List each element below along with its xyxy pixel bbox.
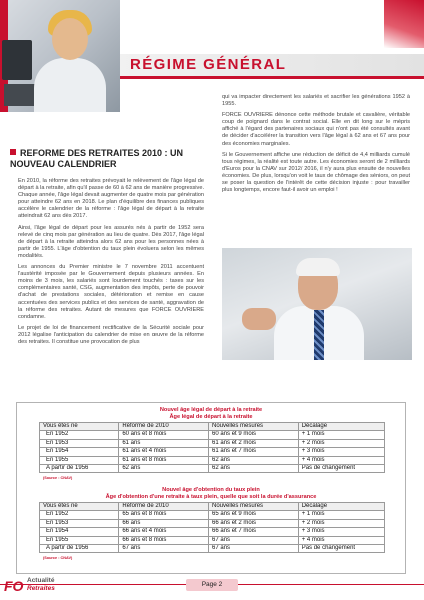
table-cell: 61 ans et 7 mois	[209, 448, 299, 456]
table-cell: + 1 mois	[298, 431, 384, 439]
table-cell: 66 ans	[119, 519, 209, 527]
logo-line-1: Actualité	[27, 577, 55, 584]
table-2-source: (Source : CNAV)	[43, 556, 73, 560]
article-paragraph: FORCE OUVRIERE dénonce cette méthode brutale et cavalière, véritable coup de poignard dans le contrat social. Elle en dit long sur le mépris affiché à l'égard des partenaires sociaux qui n'ont pas été consultés avant de décider d'accélérer la transition vers l'âge légal à 62 ans et 67 ans pour des économies marginales.	[222, 112, 410, 147]
photo-hand	[242, 308, 276, 330]
table-cell: 62 ans	[209, 456, 299, 464]
table-header-cell: Vous êtes né	[40, 423, 119, 431]
table-cell: En 1952	[40, 431, 119, 439]
page-number: Page 2	[201, 581, 223, 588]
section-title	[10, 148, 206, 170]
table-header-cell: Nouvelles mesures	[209, 423, 299, 431]
tables-box	[16, 402, 406, 574]
table-cell: 65 ans et 9 mois	[209, 511, 299, 519]
table-1-subtitle-line: Âge légal de départ à la retraite	[169, 413, 253, 420]
article-paragraph: Si le Gouvernement affiche une réduction de déficit de 4,4 milliards cumulé tous régimes, la réalité est toute autre. Les économies seront de 2 milliards d'Euros pour la CNAV sur 2012/ 2016, il n'y aura plus ensuite de nouvelles économies. De plus, lorsqu'on voit le taux de chômage des séniors, on peut se poser la question de l'intérêt de cette décision injuste : pour travailler plus longtemps, encore faut-il avoir un emploi !	[222, 151, 410, 194]
table-cell: 60 ans et 8 mois	[119, 431, 209, 439]
table-cell: En 1954	[40, 528, 119, 536]
table-cell: 66 ans et 7 mois	[209, 528, 299, 536]
article-paragraph: En 2010, la réforme des retraites prévoyait le relèvement de l'âge légal de départ à la retraite, afin qu'il passe de 60 à 62 ans de manière progressive. Chaque année, l'âge légal devait augmenter de quatre mois par génération pour atteindre 62 ans en 2018. Le plan d'équilibre des finances publiques accélère le calendrier de la réforme : l'âge légal de départ à la retraite atteindrait 62 ans dès 2017.	[18, 178, 204, 220]
article-paragraph: qui va impacter directement les salariés et sacrifier les générations 1952 à 1955.	[222, 94, 410, 108]
table-cell: + 2 mois	[298, 439, 384, 447]
table-cell: Pas de changement	[298, 545, 384, 553]
title-underline	[120, 76, 424, 79]
table-cell: + 3 mois	[298, 528, 384, 536]
table-cell: 61 ans	[119, 439, 209, 447]
table-2-title	[17, 487, 405, 500]
table-cell: 67 ans	[119, 545, 209, 553]
table-cell: En 1955	[40, 536, 119, 544]
table-cell: Pas de changement	[298, 465, 384, 473]
table-cell: En 1954	[40, 448, 119, 456]
table-header-cell: Décalage	[298, 423, 384, 431]
legal-age-table	[39, 422, 385, 473]
table-row	[40, 456, 385, 464]
table-cell: 62 ans	[209, 465, 299, 473]
table-cell: 66 ans et 4 mois	[119, 528, 209, 536]
article-paragraph: Ainsi, l'âge légal de départ pour les assurés nés à partir de 1952 sera relevé de cinq mois par génération au lieu de quatre. Dès 2017, l'âge légal de départ à la retraite atteindra alors 62 ans pour les personnes nées à partir de 1955. L'âge d'obtention du taux plein évoluera selon les mêmes modalités.	[18, 224, 204, 259]
table-row	[40, 439, 385, 447]
table-header-cell: Réforme de 2010	[119, 503, 209, 511]
article-paragraph: Les annonces du Premier ministre le 7 novembre 2011 accentuent l'austérité imposée par le Gouvernement depuis plusieurs années. En moins de 3 mois, les salariés sont lourdement touchés : taxes sur les complémentaires santé, CSG, augmentation des impôts, perte de pouvoir d'achat de prestations sociales, détérioration et remise en cause accentuées des services publics et des services de santé, aggravation de la réforme des retraites. Autant de mesures que FORCE OUVRIERE condamne.	[18, 264, 204, 320]
article-right-column	[222, 94, 410, 198]
table-header-cell: Nouvelles mesures	[209, 503, 299, 511]
table-cell: En 1953	[40, 439, 119, 447]
header-photo-woman	[0, 0, 120, 112]
table-cell: + 4 mois	[298, 456, 384, 464]
section-title-text: REFORME DES RETRAITES 2010 : UN NOUVEAU CALENDRIER	[10, 148, 184, 169]
table-header-cell: Vous êtes né	[40, 503, 119, 511]
table-cell: 66 ans et 8 mois	[119, 536, 209, 544]
logo-fo: FO	[4, 578, 24, 594]
photo-monitor	[2, 40, 32, 80]
table-cell: + 2 mois	[298, 519, 384, 527]
photo-head	[52, 18, 88, 60]
table-cell: 67 ans	[209, 536, 299, 544]
table-cell: En 1953	[40, 519, 119, 527]
table-cell: En 1952	[40, 511, 119, 519]
table-cell: 61 ans et 4 mois	[119, 448, 209, 456]
table-1-title	[17, 407, 405, 420]
table-cell: 61 ans et 2 mois	[209, 439, 299, 447]
table-row	[40, 536, 385, 544]
photo-tie	[314, 310, 324, 360]
logo-line-2: Retraites	[27, 585, 55, 592]
table-header-row	[40, 503, 385, 511]
table-cell: 66 ans et 2 mois	[209, 519, 299, 527]
table-header-cell: Réforme de 2010	[119, 423, 209, 431]
table-2-subtitle-line: Âge d'obtention d'une retraite à taux plein, quelle que soit la durée d'assurance	[105, 493, 317, 500]
photo-hair	[296, 258, 340, 276]
article-paragraph: Le projet de loi de financement rectificative de la Sécurité sociale pour 2012 légalise l'anticipation du calendrier de mise en œuvre de la réforme des retraites. Il constitue une provocation de plus	[18, 324, 204, 345]
table-2-title-line: Nouvel âge d'obtention du taux plein	[162, 487, 260, 493]
table-cell: + 4 mois	[298, 536, 384, 544]
table-row	[40, 431, 385, 439]
page-number-tab	[186, 579, 238, 591]
table-row	[40, 545, 385, 553]
table-cell: 60 ans et 9 mois	[209, 431, 299, 439]
article-photo-man	[222, 248, 412, 360]
table-cell: A partir de 1956	[40, 545, 119, 553]
bullet-square-icon	[10, 149, 16, 155]
table-row	[40, 519, 385, 527]
table-row	[40, 448, 385, 456]
table-cell: 67 ans	[209, 545, 299, 553]
title-bar	[120, 54, 424, 76]
table-cell: + 1 mois	[298, 511, 384, 519]
table-cell: En 1955	[40, 456, 119, 464]
article-left-column	[18, 178, 204, 350]
table-cell: 62 ans	[119, 465, 209, 473]
table-cell: 61 ans et 8 mois	[119, 456, 209, 464]
table-1-title-line: Nouvel âge légal de départ à la retraite	[159, 407, 263, 413]
table-1-source: (Source : CNAV)	[43, 476, 73, 480]
red-corner-decoration	[384, 0, 424, 48]
table-row	[40, 528, 385, 536]
table-row	[40, 465, 385, 473]
table-header-cell: Décalage	[298, 503, 384, 511]
photo-body	[34, 58, 106, 112]
page-title: RÉGIME GÉNÉRAL	[130, 56, 287, 73]
table-cell: 65 ans et 8 mois	[119, 511, 209, 519]
full-rate-age-table	[39, 502, 385, 553]
table-cell: + 3 mois	[298, 448, 384, 456]
table-row	[40, 511, 385, 519]
table-header-row	[40, 423, 385, 431]
table-cell: A partir de 1956	[40, 465, 119, 473]
